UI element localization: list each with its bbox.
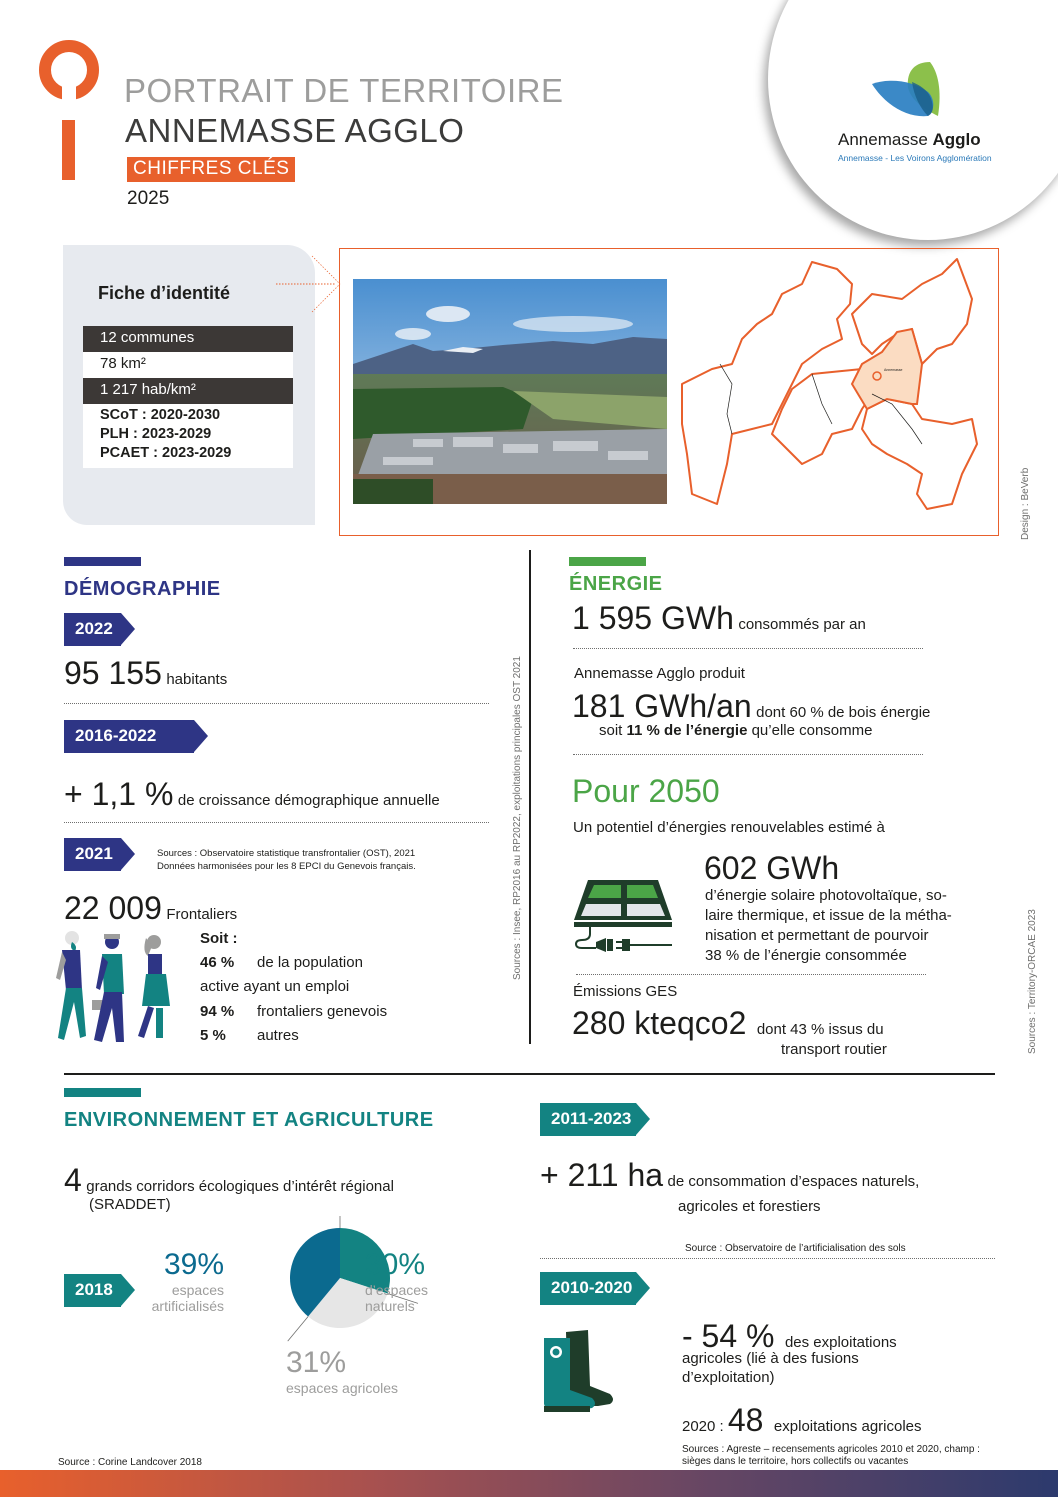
stat-94-label: frontaliers genevois: [257, 1003, 388, 1020]
exploitations-label: des exploitations: [784, 1334, 897, 1351]
pie-category-natural-1: d’espaces: [365, 1282, 429, 1298]
exploitations-label2: agricoles (lié à des fusions: [682, 1350, 859, 1367]
production-value: 181 GWh/an: [572, 688, 752, 724]
tag-2010-2020: 2010-2020: [540, 1272, 636, 1305]
section-divider: [64, 1073, 995, 1075]
consommation-stat: [540, 1157, 919, 1194]
soit-label: Soit :: [200, 930, 238, 947]
corridors-label: grands corridors écologiques d’intérêt régional: [86, 1178, 394, 1195]
divider: [540, 1258, 995, 1259]
ges-detail: dont 43 % issus du: [756, 1021, 884, 1038]
tag-2022: 2022: [64, 613, 121, 646]
potential-description: [705, 886, 952, 966]
pie-category-natural-2: naturels: [365, 1298, 415, 1314]
edition-year: 2025: [127, 188, 170, 209]
production-detail: dont 60 % de bois énergie: [756, 704, 931, 721]
footer-gradient-bar: [0, 1470, 1058, 1497]
consumption-unit: consommés par an: [738, 616, 866, 633]
population-unit: habitants: [166, 671, 228, 688]
production-share-post: qu’elle consomme: [747, 722, 873, 739]
stat-94: [200, 1003, 387, 1020]
page-title-line1: PORTRAIT DE TERRITOIRE: [124, 72, 564, 109]
frontaliers-stat: [64, 890, 237, 927]
exploitations-2020-stat: [682, 1402, 922, 1439]
demographie-vertical-source: Sources : Insee, RP2016 au RP2022, exploitations principales OST 2021: [512, 656, 523, 980]
pie-label-agricultural: [286, 1346, 398, 1396]
ges-value: 280 kteqco2: [572, 1005, 747, 1041]
production-stat: [572, 688, 930, 725]
plan-scot: SCoT : 2020-2030: [100, 407, 221, 423]
exploitations-label3: d’exploitation): [682, 1369, 775, 1386]
consommation-value: + 211 ha: [540, 1157, 664, 1193]
production-intro: Annemasse Agglo produit: [574, 665, 745, 682]
connector-arrow-icon: [276, 254, 342, 314]
stat-94-pct: 94 %: [200, 1003, 235, 1020]
agreste-source-line2: sièges dans le territoire, hors collectifs ou vacantes: [682, 1456, 909, 1467]
pie-value-natural: 30%: [365, 1248, 426, 1281]
divider: [573, 648, 923, 649]
consommation-source: Source : Observatoire de l’artificialisation des sols: [685, 1243, 906, 1254]
pie-value-artificial: 39%: [163, 1248, 224, 1281]
design-credit: Design : BeVerb: [1020, 467, 1031, 540]
demographie-rule: [64, 557, 141, 566]
exploitations-year: 2020 :: [682, 1418, 728, 1435]
pie-label-artificial: [140, 1248, 224, 1314]
energie-rule: [569, 557, 646, 566]
potential-value: 602 GWh: [704, 850, 840, 886]
potential-desc-line: laire thermique, et issue de la métha-: [705, 907, 952, 924]
pie-category-artificial-1: espaces: [171, 1282, 224, 1298]
brand-name-regular: Annemasse: [838, 130, 933, 149]
corridors-value: 4: [64, 1162, 82, 1198]
frontaliers-value: 22 009: [64, 890, 162, 926]
chiffres-cles-badge: CHIFFRES CLÉS: [127, 157, 295, 182]
identity-row-area: 78 km²: [83, 352, 293, 378]
stat-5-pct: 5 %: [200, 1027, 226, 1044]
identity-row-communes: 12 communes: [83, 326, 293, 352]
stat-46: [200, 954, 363, 971]
pie-leader-line: [288, 1317, 308, 1342]
agreste-source-line1: Sources : Agreste – recensements agricoles 2010 et 2020, champ :: [682, 1444, 980, 1455]
brand-name: [838, 130, 981, 150]
stat-46-label: de la population: [257, 954, 363, 971]
brand-subtitle: Annemasse - Les Voirons Agglomération: [838, 153, 992, 163]
commuters-illustration-icon: [50, 928, 175, 1046]
exploitations-count-label: exploitations agricoles: [773, 1418, 922, 1435]
divider: [64, 703, 489, 704]
growth-value: + 1,1 %: [64, 776, 174, 812]
corridors-label2: (SRADDET): [89, 1196, 171, 1213]
corridors-stat: [64, 1162, 394, 1199]
page-title-line2: ANNEMASSE AGGLO: [125, 112, 465, 149]
pie-label-natural: [365, 1248, 428, 1314]
demographie-title: DÉMOGRAPHIE: [64, 578, 221, 600]
potential-desc-line: 38 % de l’énergie consommée: [705, 947, 907, 964]
ges-stat: [572, 1005, 884, 1042]
consumption-value: 1 595 GWh: [572, 600, 734, 636]
consommation-label: de consommation d’espaces naturels,: [667, 1173, 920, 1190]
identity-title: Fiche d’identité: [98, 283, 231, 303]
column-divider: [529, 550, 531, 1044]
ost-source-line1: Sources : Observatoire statistique transfrontalier (OST), 2021: [157, 848, 416, 859]
environnement-rule: [64, 1088, 141, 1097]
stat-5: [200, 1027, 299, 1044]
identity-row-density: 1 217 hab/km²: [83, 378, 293, 404]
ges-detail-line2: transport routier: [781, 1041, 887, 1058]
brand-leaves-icon: [868, 60, 948, 126]
growth-stat: [64, 776, 440, 813]
ges-label: Émissions GES: [573, 983, 678, 1000]
stat-46-pct: 46 %: [200, 954, 235, 971]
tag-2021: 2021: [64, 838, 121, 871]
exploitations-count: 48: [727, 1402, 764, 1438]
environnement-title: ENVIRONNEMENT ET AGRICULTURE: [64, 1109, 434, 1131]
consumption-stat: [572, 600, 866, 637]
plan-pcaet: PCAET : 2023-2029: [100, 445, 232, 461]
growth-unit: de croissance démographique annuelle: [177, 792, 440, 809]
brand-name-bold: Agglo: [932, 130, 981, 149]
rubber-boots-icon: [540, 1328, 618, 1414]
production-share-pre: soit: [599, 722, 627, 739]
landcover-source: Source : Corine Landcover 2018: [58, 1457, 202, 1468]
stat-5-label: autres: [257, 1027, 299, 1044]
production-share-bold: 11 % de l’énergie: [626, 722, 748, 739]
map-label: Annemasse: [884, 368, 903, 372]
aerial-photo: [353, 279, 667, 504]
energie-title: ÉNERGIE: [569, 573, 663, 595]
consommation-label2: agricoles et forestiers: [678, 1198, 821, 1215]
logo-ring-icon: [38, 40, 100, 102]
divider: [576, 974, 926, 975]
frontaliers-unit: Frontaliers: [166, 906, 238, 923]
territory-map: [672, 254, 988, 524]
logo-bar: [62, 120, 75, 180]
production-share: [599, 722, 872, 739]
identity-plans: [83, 404, 293, 468]
potential-desc-line: nisation et permettant de pourvoir: [705, 927, 929, 944]
population-value: 95 155: [64, 655, 162, 691]
pie-value-agricultural: 31%: [286, 1346, 347, 1379]
energie-vertical-source: Sources : Territory-ORCAE 2023: [1027, 909, 1038, 1054]
pie-category-artificial-2: artificialisés: [151, 1298, 224, 1314]
divider: [573, 754, 923, 755]
population-stat: [64, 655, 227, 692]
horizon-intro: Un potentiel d’énergies renouvelables estimé à: [573, 819, 885, 836]
potential-desc-line: d’énergie solaire photovoltaïque, so-: [705, 887, 947, 904]
tag-2018: 2018: [64, 1274, 121, 1307]
tag-2011-2023: 2011-2023: [540, 1103, 636, 1136]
divider: [64, 822, 489, 823]
plan-plh: PLH : 2023-2029: [100, 426, 212, 442]
pie-category-agricultural: espaces agricoles: [286, 1380, 399, 1396]
tag-2016-2022: 2016-2022: [64, 720, 194, 753]
stat-46-continued: active ayant un emploi: [200, 978, 350, 995]
horizon-title: Pour 2050: [572, 773, 720, 809]
exploitations-value: - 54 %: [682, 1318, 775, 1354]
ost-source-line2: Données harmonisées pour les 8 EPCI du Genevois français.: [157, 861, 416, 872]
solar-panel-icon: [572, 878, 676, 953]
